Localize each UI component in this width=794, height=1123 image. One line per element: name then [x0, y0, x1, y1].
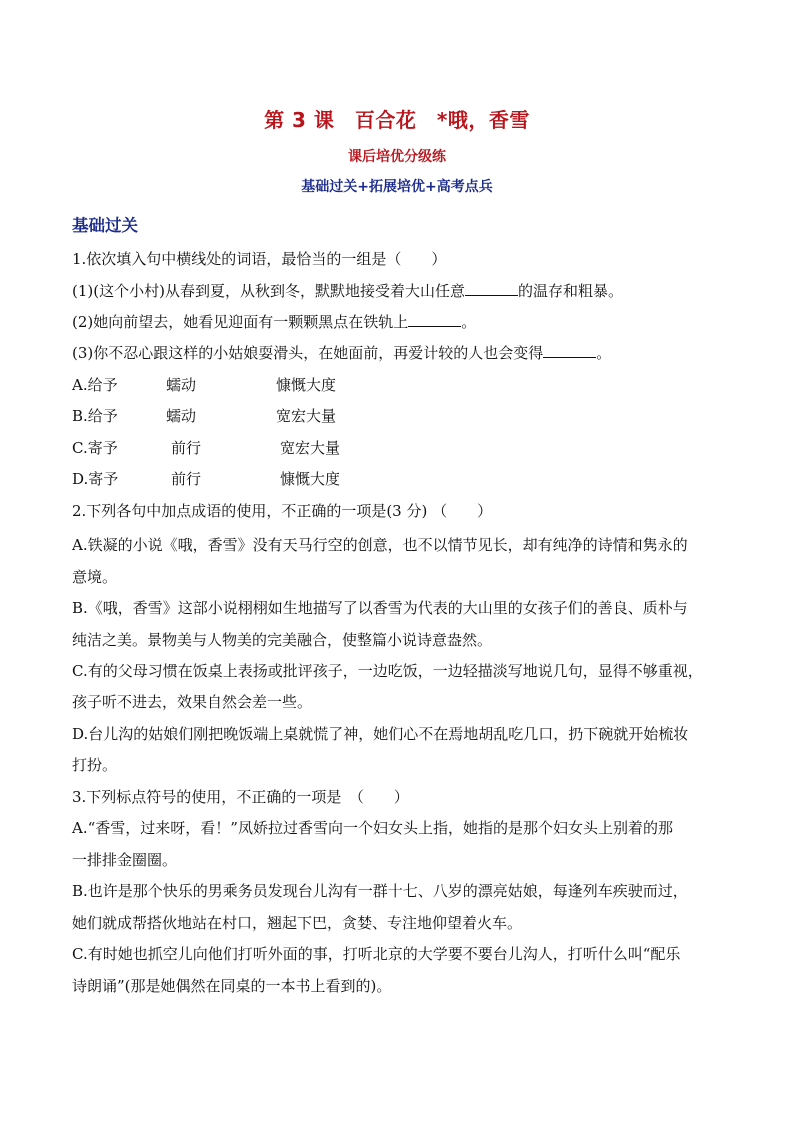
q1-option-c-word2: 宽宏大量	[280, 439, 341, 457]
q1-s1-text-a: (1)(这个小村)从春到夏，从秋到冬，默默地接受着大山任意	[72, 282, 465, 300]
q1-s1-blank	[465, 281, 518, 296]
q3-option-a-line2: 一排排金圈圈。	[72, 851, 178, 869]
q1-option-a-label: A.给予	[72, 376, 118, 394]
q3-option-b-line2: 她们就成帮搭伙地站在村口，翘起下巴，贪婪、专注地仰望着火车。	[72, 914, 523, 932]
q3-stem: 3.下列标点符号的使用，不正确的一项是 （ ）	[72, 788, 409, 806]
q1-option-d-label: D.寄予	[72, 470, 119, 488]
worksheet-tagline: 基础过关+拓展培优+高考点兵	[301, 179, 493, 195]
q2-option-d-line1: D.台儿沟的姑娘们刚把晚饭端上桌就慌了神，她们心不在焉地胡乱吃几口，扔下碗就开始梳妆	[72, 725, 689, 743]
q1-s2-blank	[408, 312, 461, 327]
q2-option-a-line2: 意境。	[72, 568, 118, 586]
q1-sentence-3	[72, 343, 611, 363]
q1-option-b-word1: 蠕动	[166, 407, 197, 425]
q1-s3-text-b: 。	[596, 344, 612, 362]
q2-option-c-line1: C.有的父母习惯在饭桌上表扬或批评孩子，一边吃饭，一边轻描淡写地说几句，显得不够重视，	[72, 662, 703, 680]
q1-option-a-word2: 慷慨大度	[276, 376, 337, 394]
q1-sentence-1	[72, 281, 623, 301]
q1-s1-text-b: 的温存和粗暴。	[517, 282, 623, 300]
q2-option-c-line2: 孩子听不进去，效果自然会差一些。	[72, 693, 313, 711]
q3-option-a-line1: A.“香雪，过来呀，看！”凤娇拉过香雪向一个妇女头上指，她指的是那个妇女头上别着的那	[72, 819, 673, 837]
q1-sentence-2	[72, 312, 476, 332]
q2-option-b-line1: B.《哦，香雪》这部小说栩栩如生地描写了以香雪为代表的大山里的女孩子们的善良、质朴与	[72, 599, 688, 617]
q2-stem: 2.下列各句中加点成语的使用，不正确的一项是(3 分) （ ）	[72, 502, 493, 520]
worksheet-subtitle: 课后培优分级练	[348, 149, 446, 165]
q3-option-b-line1: B.也许是那个快乐的男乘务员发现台儿沟有一群十七、八岁的漂亮姑娘，每逢列车疾驶而过，	[72, 882, 688, 900]
q1-s2-text-a: (2)她向前望去，她看见迎面有一颗颗黑点在铁轨上	[72, 313, 409, 331]
q1-option-c-word1: 前行	[171, 439, 202, 457]
q3-option-c-line1: C.有时她也抓空儿向他们打听外面的事，打听北京的大学要不要台儿沟人，打听什么叫“配乐	[72, 945, 681, 963]
q1-s3-text-a: (3)你不忍心跟这样的小姑娘耍滑头，在她面前，再爱计较的人也会变得	[72, 344, 544, 362]
q1-option-d-word1: 前行	[171, 470, 202, 488]
q1-option-d-word2: 慷慨大度	[280, 470, 341, 488]
q2-option-d-line2: 打扮。	[72, 756, 118, 774]
q1-stem: 1.依次填入句中横线处的词语，最恰当的一组是（ ）	[72, 250, 447, 268]
q2-option-a-line1: A.铁凝的小说《哦，香雪》没有天马行空的创意，也不以情节见长，却有纯净的诗情和隽永的	[72, 536, 688, 554]
q2-option-b-line2: 纯洁之美。景物美与人物美的完美融合，使整篇小说诗意盎然。	[72, 631, 493, 649]
q3-option-c-line2: 诗朗诵”(那是她偶然在同桌的一本书上看到的)。	[72, 977, 392, 995]
q1-option-a-word1: 蠕动	[166, 376, 197, 394]
section-heading: 基础过关	[72, 216, 138, 235]
q1-s2-text-b: 。	[461, 313, 477, 331]
q1-option-b-label: B.给予	[72, 407, 118, 425]
q1-option-c-label: C.寄予	[72, 439, 118, 457]
q1-s3-blank	[543, 343, 596, 358]
lesson-title: 第 3 课 百合花 *哦，香雪	[264, 108, 530, 132]
q1-option-b-word2: 宽宏大量	[276, 407, 337, 425]
